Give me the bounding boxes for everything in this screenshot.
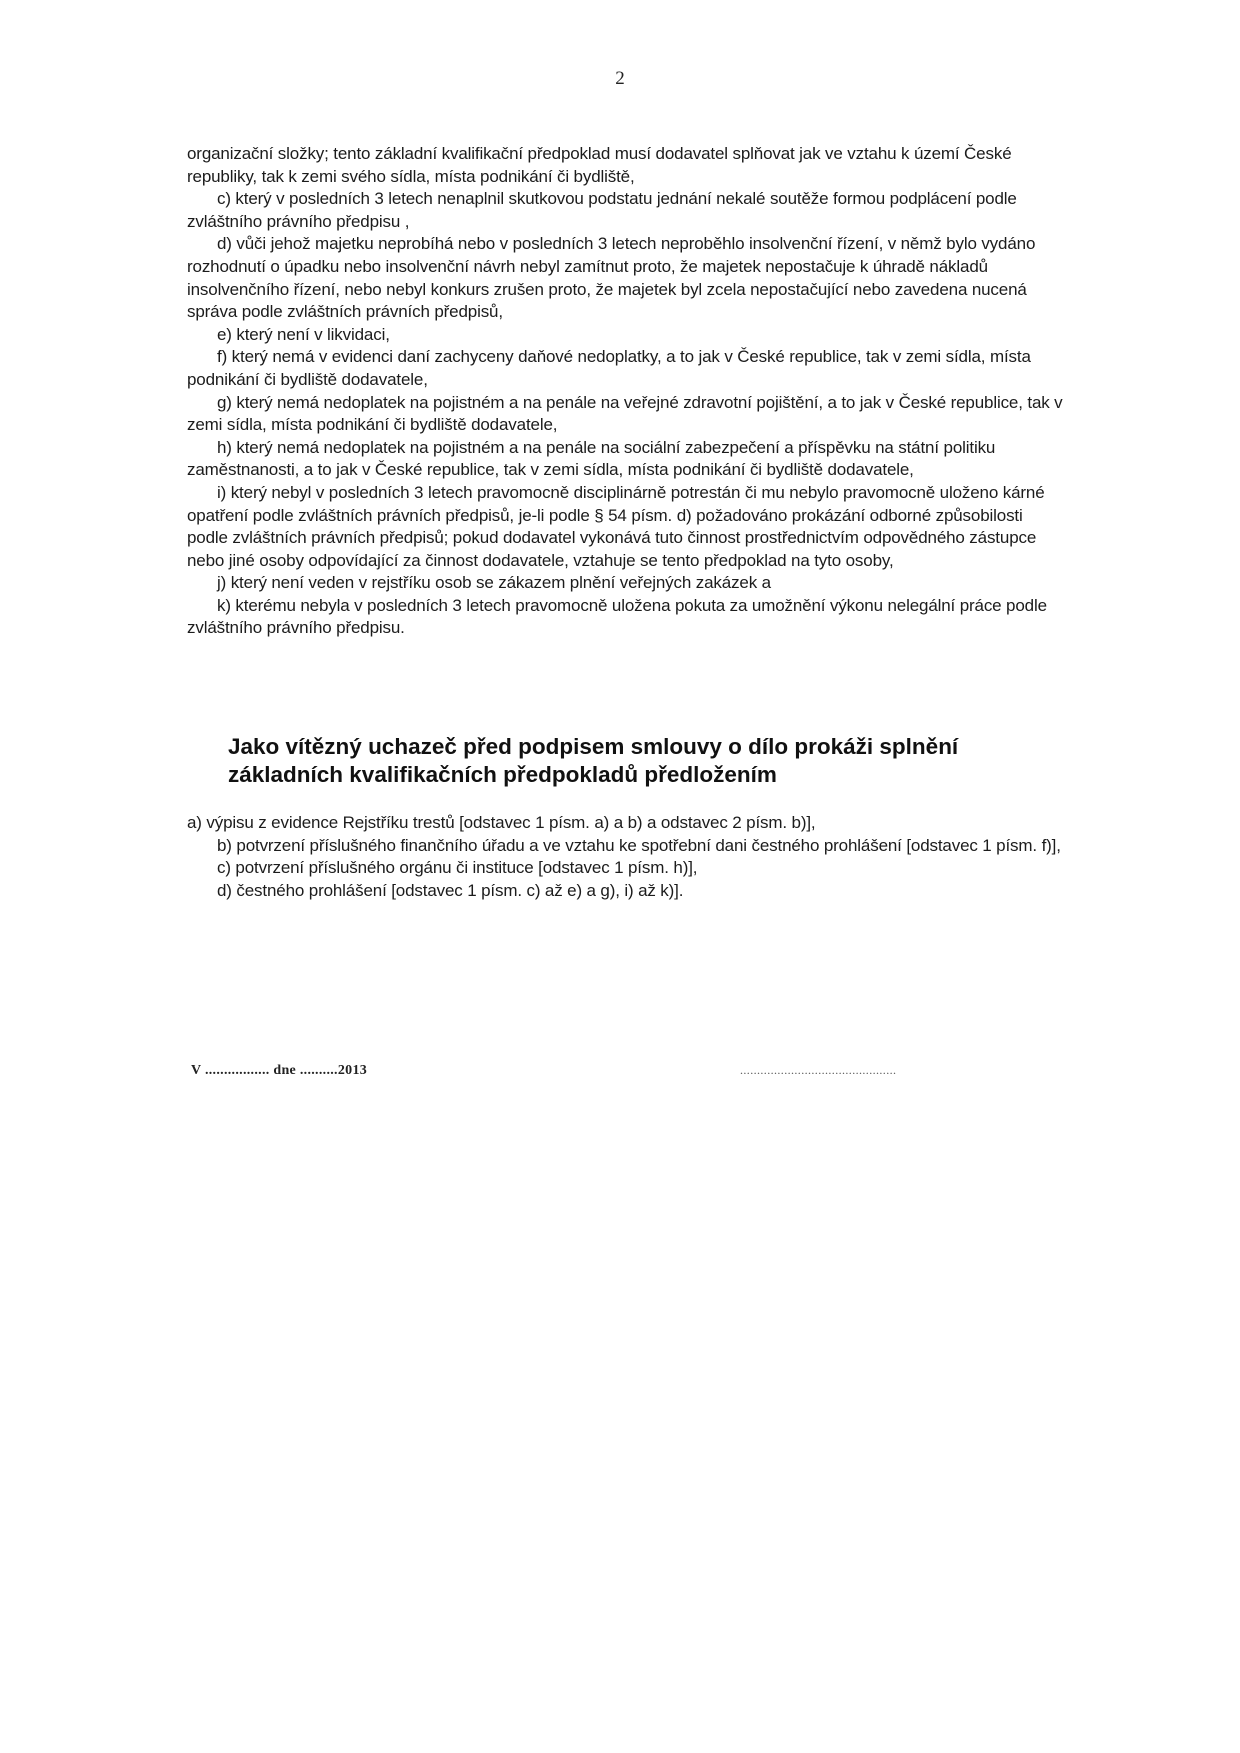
evidence-item-a: a) výpisu z evidence Rejstříku trestů [odstavec 1 písm. a) a b) a odstavec 2 písm. b)], bbox=[187, 813, 816, 832]
evidence-list bbox=[187, 812, 1067, 902]
heading-line-2: základních kvalifikačních předpokladů předložením bbox=[228, 762, 777, 787]
condition-c: c) který v posledních 3 letech nenaplnil skutkovou podstatu jednání nekalé soutěže formou podplácení podle zvláštního právního předpisu , bbox=[187, 189, 1017, 231]
place-date-line: V ................. dne ..........2013 bbox=[191, 1063, 368, 1078]
qualification-conditions-text bbox=[187, 143, 1067, 640]
evidence-item-b: b) potvrzení příslušného finančního úřadu a ve vztahu ke spotřební dani čestného prohlášení [odstavec 1 písm. f)], bbox=[217, 835, 1061, 855]
paragraph-continuation: organizační složky; tento základní kvalifikační předpoklad musí dodavatel splňovat jak ve vztahu k území České republiky, tak k zemi svého sídla, místa podnikání či bydliště, bbox=[187, 144, 1012, 186]
condition-g: g) který nemá nedoplatek na pojistném a na penále na veřejné zdravotní pojištění, a to jak v České republice, tak v zemi sídla, místa podnikání či bydliště dodavatele, bbox=[187, 392, 1063, 435]
condition-h: h) který nemá nedoplatek na pojistném a na penále na sociální zabezpečení a příspěvku na státní politiku zaměstnanosti, a to jak v České republice, tak v zemi sídla, místa podnikání či bydliště dodavatele, bbox=[187, 437, 996, 480]
condition-j: j) který není veden v rejstříku osob se zákazem plnění veřejných zakázek a bbox=[217, 573, 771, 593]
heading-line-1: Jako vítězný uchazeč před podpisem smlouvy o dílo prokáži splnění bbox=[228, 734, 959, 759]
condition-e: e) který není v likvidaci, bbox=[217, 324, 390, 344]
page-number: 2 bbox=[615, 68, 625, 89]
condition-f: f) který nemá v evidenci daní zachyceny daňové nedoplatky, a to jak v České republice, tak v zemi sídla, místa podnikání či bydliště dodavatele, bbox=[187, 347, 1031, 389]
evidence-item-d: d) čestného prohlášení [odstavec 1 písm. c) až e) a g), i) až k)]. bbox=[217, 880, 684, 900]
section-heading bbox=[228, 733, 1068, 789]
evidence-item-c: c) potvrzení příslušného orgánu či instituce [odstavec 1 písm. h)], bbox=[217, 858, 698, 878]
condition-k: k) kterému nebyla v posledních 3 letech pravomocně uložena pokuta za umožnění výkonu nelegální práce podle zvláštního právního předpisu. bbox=[187, 595, 1047, 638]
condition-i: i) který nebyl v posledních 3 letech pravomocně disciplinárně potrestán či mu nebylo pravomocně uloženo kárné opatření podle zvláštních právních předpisů, je-li podle § 54 písm. d) požadováno prokázání odborné způsobilosti podle zvláštních právních předpisů; pokud dodavatel vykonává tuto činnost prostřednictvím odpovědného zástupce nebo jiné osoby odpovídající za činnost dodavatele, vztahuje se tento předpoklad na tyto osoby, bbox=[187, 482, 1045, 570]
condition-d: d) vůči jehož majetku neprobíhá nebo v posledních 3 letech neproběhlo insolvenční řízení, v němž bylo vydáno rozhodnutí o úpadku nebo insolvenční návrh nebyl zamítnut proto, že majetek nepostačuje k úhradě nákladů insolvenčního řízení, nebo nebyl konkurs zrušen proto, že majetek byl zcela nepostačující nebo zavedena nucená správa podle zvláštních právních předpisů, bbox=[187, 234, 1036, 322]
signature-line: .............................................. bbox=[740, 1063, 897, 1077]
